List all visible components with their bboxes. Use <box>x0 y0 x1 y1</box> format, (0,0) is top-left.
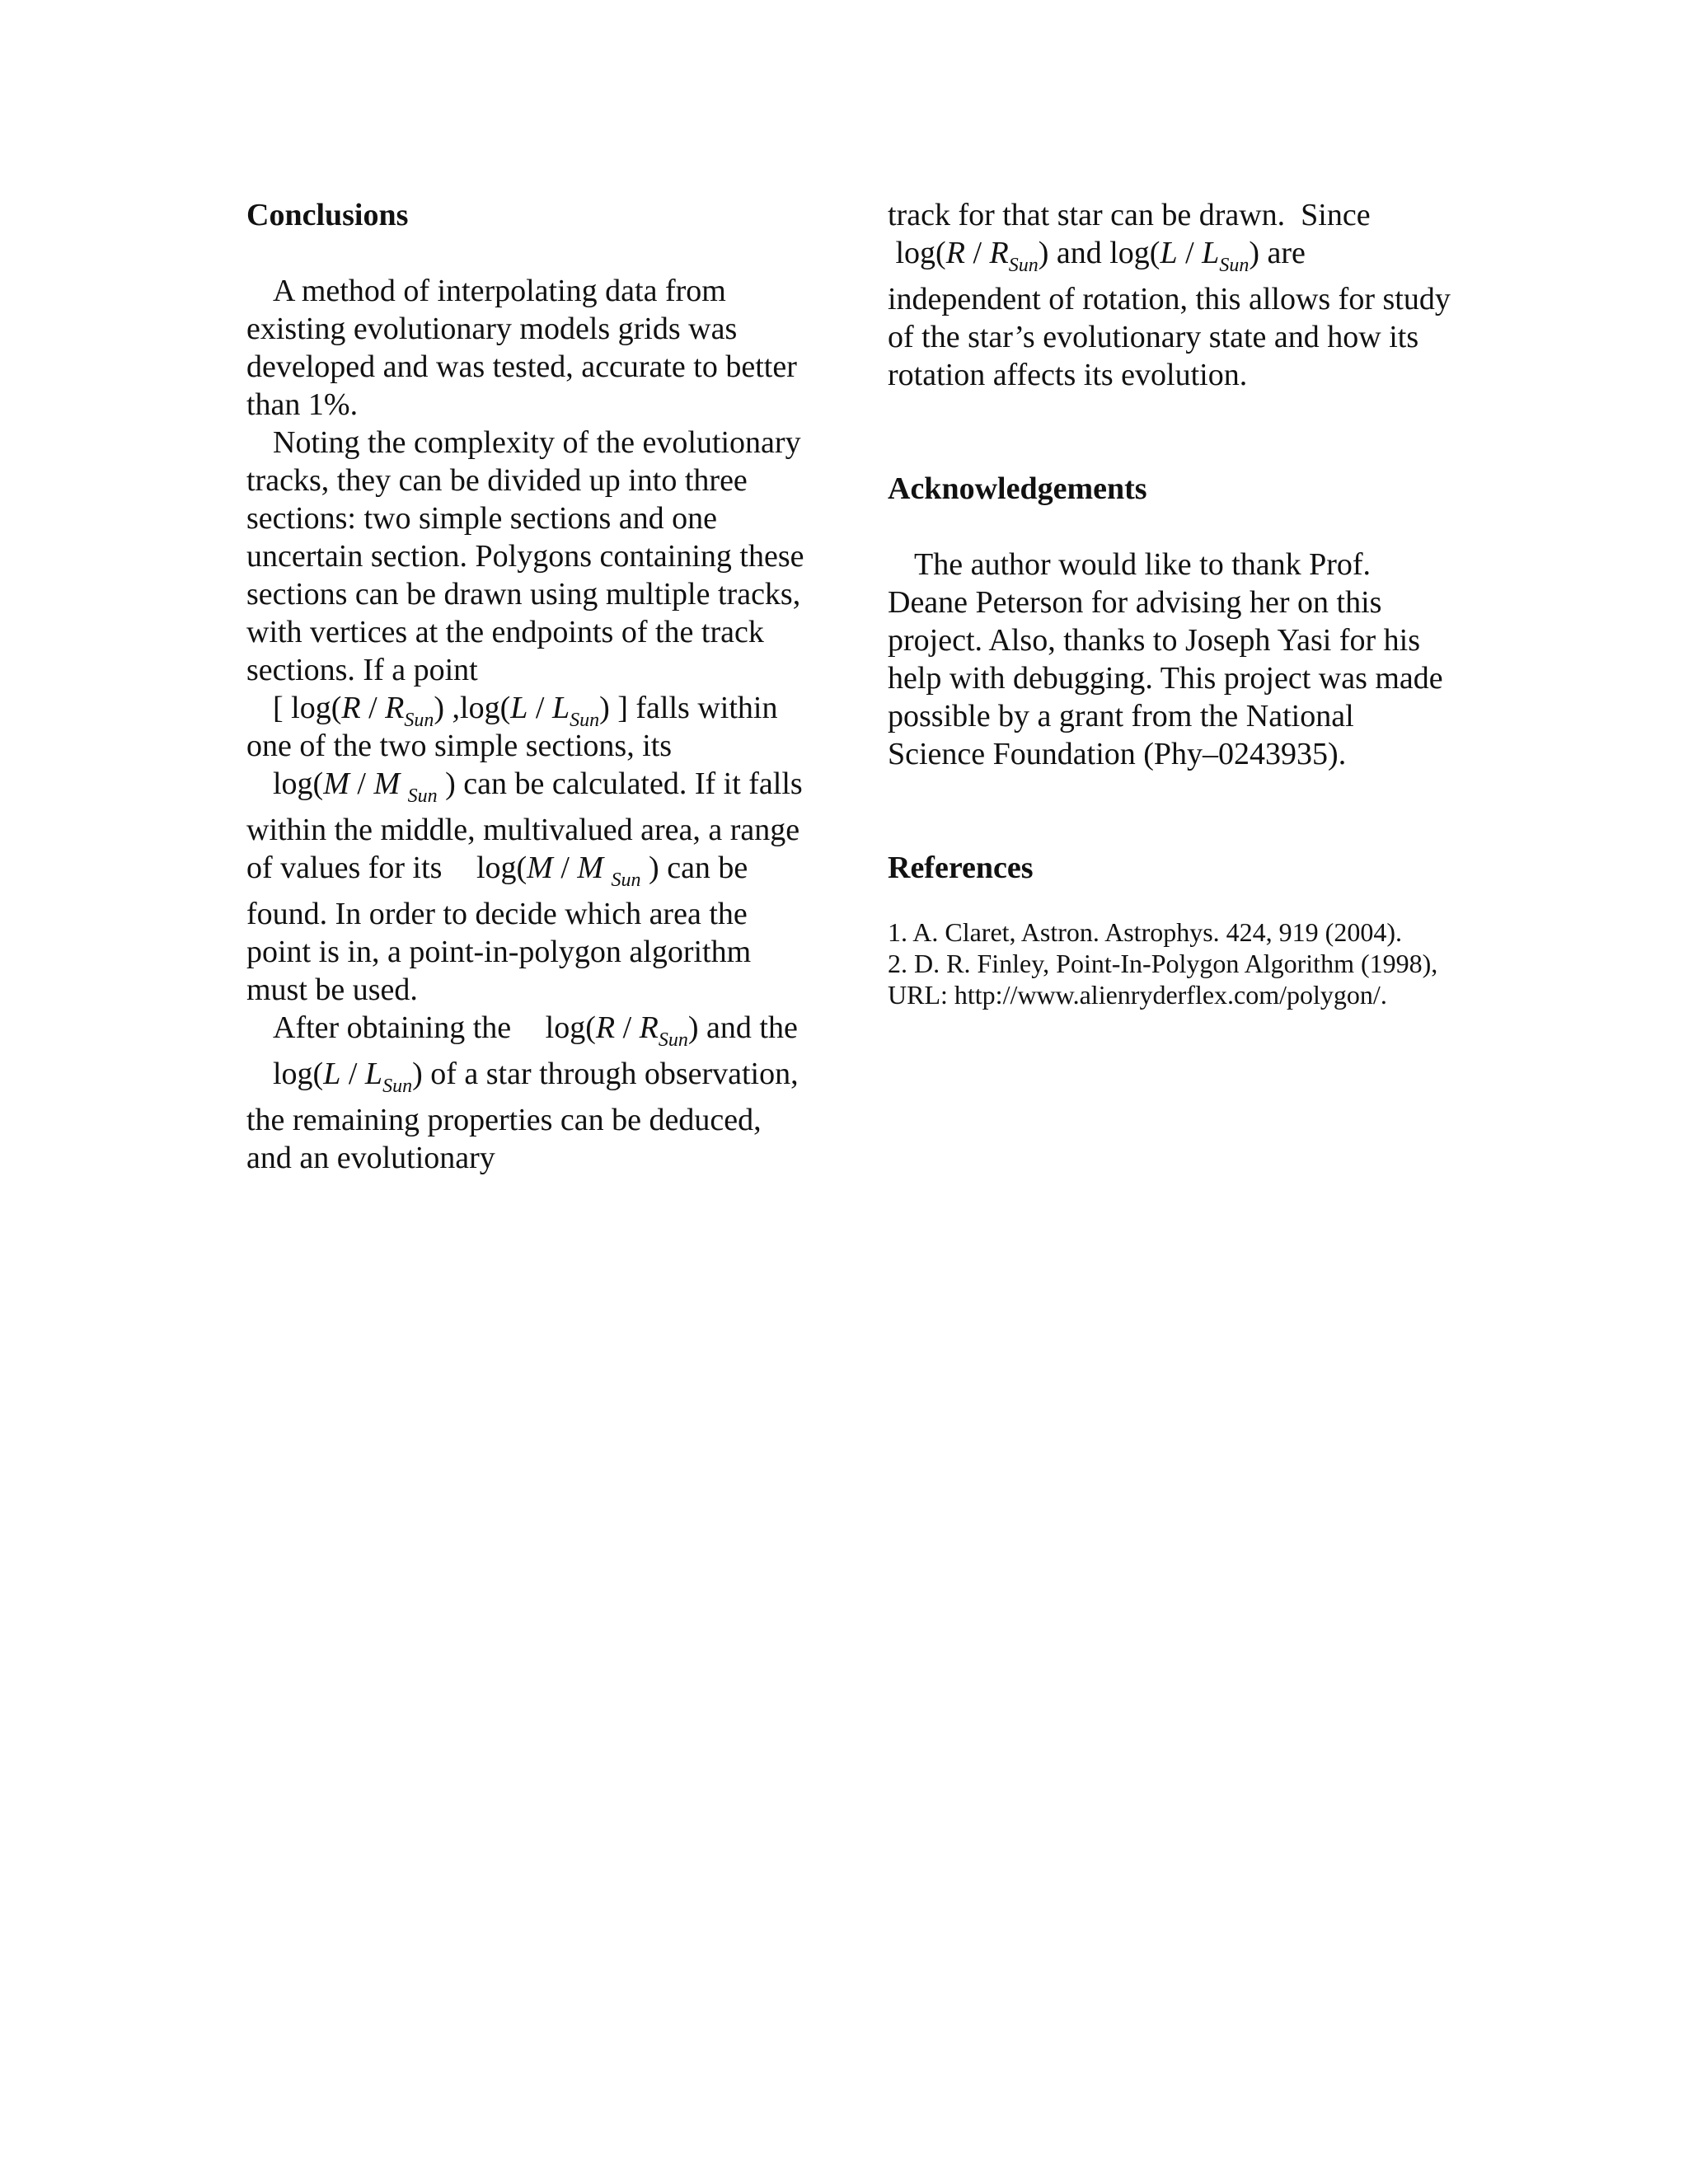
math-log: log( <box>895 236 946 270</box>
conclusions-p3-text-d: and <box>1048 236 1110 270</box>
math-close: ) <box>412 1057 423 1091</box>
math-slash: / <box>349 766 374 801</box>
math-var-m: M <box>323 766 349 801</box>
acknowledgements-heading: Acknowledgements <box>888 471 1147 506</box>
left-column <box>246 196 807 1177</box>
math-log-radius <box>519 1009 699 1055</box>
conclusions-p3-text-c-tail: track for that star can be drawn. Since <box>888 198 1371 232</box>
conclusions-p1-text: A method of interpolating data from existing evolutionary models grids was developed and was tested, accurate to better than 1%. <box>246 274 797 422</box>
reference-item-1: 1. A. Claret, Astron. Astrophys. 424, 919 (2004). <box>888 917 1402 947</box>
math-var-r: R <box>945 236 965 270</box>
conclusions-paragraph-2 <box>246 424 807 1009</box>
math-close: ) <box>1038 236 1049 270</box>
math-var-r: R <box>385 691 405 725</box>
spacer <box>246 234 807 272</box>
math-sub-sun: Sun <box>570 710 600 731</box>
math-bracket-close: ] <box>617 691 628 725</box>
math-close: ) <box>445 766 456 801</box>
math-log-radius <box>888 234 1048 280</box>
conclusions-p2-text-a: Noting the complexity of the evolutionary tracks, they can be divided up into three sections: two simple sections and one uncertain section. Polygons containing these sections can be drawn using multiple tracks, with vertices at the endpoints of the track sections. If a point <box>246 425 804 687</box>
math-var-l: L <box>1202 236 1220 270</box>
spacer <box>888 394 1456 470</box>
math-log: log( <box>1109 236 1160 270</box>
math-slash: / <box>528 691 552 725</box>
conclusions-heading: Conclusions <box>246 198 409 232</box>
conclusions-p2-text-d: can be found. In order to decide which area the point is in, a point-in-polygon algorithm must be used. <box>246 851 752 1007</box>
math-close: ) <box>599 691 610 725</box>
math-log: log( <box>273 766 324 801</box>
math-sub-sun: Sun <box>404 710 434 731</box>
math-var-l: L <box>510 691 528 725</box>
conclusions-p3-text-a: After obtaining the <box>273 1010 519 1045</box>
conclusions-p3-text-e: are independent of rotation, this allows for study of the star’s evolutionary state and how its rotation affects its evolution. <box>888 236 1451 392</box>
conclusions-p2-text-b: falls within one of the two simple sections, its <box>246 691 778 763</box>
math-close: ) <box>434 691 445 725</box>
math-slash: / <box>552 851 578 885</box>
math-var-l: L <box>323 1057 341 1091</box>
math-slash: / <box>615 1010 640 1045</box>
conclusions-paragraph-3-continued <box>888 196 1456 394</box>
math-var-r: R <box>595 1010 616 1045</box>
math-var-r: R <box>341 691 361 725</box>
math-var-m: M <box>373 766 401 801</box>
math-log-mass <box>450 849 659 895</box>
math-sub-sun: Sun <box>1219 255 1250 276</box>
math-sub-sun: Sun <box>1008 255 1039 276</box>
math-var-l: L <box>551 691 570 725</box>
math-point-rl <box>246 689 628 731</box>
math-log: log( <box>291 691 342 725</box>
conclusions-paragraph-1 <box>246 272 807 424</box>
math-sub-sun: Sun <box>407 785 438 807</box>
math-log-luminosity <box>1109 234 1259 280</box>
math-close: ) <box>1249 236 1259 270</box>
math-sub-sun: Sun <box>658 1029 688 1051</box>
spacer <box>888 887 1456 916</box>
math-log: log( <box>273 1057 324 1091</box>
math-slash: / <box>360 691 386 725</box>
spacer <box>888 508 1456 546</box>
math-close: ) <box>649 851 659 885</box>
math-var-r: R <box>989 236 1009 270</box>
math-log: log( <box>545 1010 596 1045</box>
math-log-luminosity <box>246 1055 423 1101</box>
math-slash: / <box>1177 236 1203 270</box>
math-bracket-open: [ <box>273 691 284 725</box>
math-var-r: R <box>639 1010 659 1045</box>
right-column <box>888 196 1456 1010</box>
math-sub-sun: Sun <box>382 1076 413 1097</box>
math-slash: / <box>340 1057 365 1091</box>
math-var-l: L <box>1160 236 1178 270</box>
math-comma: , <box>452 691 461 725</box>
conclusions-p3-text-c: of a star through observation, the remaining properties can be deduced, and an evolutionary <box>246 1057 799 1175</box>
math-var-l: L <box>364 1057 383 1091</box>
conclusions-paragraph-3 <box>246 1009 807 1177</box>
acknowledgements-paragraph: The author would like to thank Prof. Deane Peterson for advising her on this project. Also, thanks to Joseph Yasi for his help with debugging. This project was made possible by a grant from the National Science Foundation (Phy–0243935). <box>888 547 1443 771</box>
reference-item-2: 2. D. R. Finley, Point-In-Polygon Algorithm (1998), URL: http://www.alienryderflex.com/polygon/. <box>888 949 1438 1010</box>
math-log: log( <box>476 851 528 885</box>
conclusions-p3-text-b: and the <box>698 1010 798 1045</box>
references-heading: References <box>888 851 1034 885</box>
math-log-mass <box>246 765 456 811</box>
math-var-m: M <box>527 851 553 885</box>
math-sub-sun: Sun <box>611 869 641 891</box>
math-close: ) <box>687 1010 699 1045</box>
references-list <box>888 916 1456 1010</box>
conclusions-p2-text-c: can be calculated. If it falls within the middle, multivalued area, a range of values for its <box>246 766 803 885</box>
math-log: log( <box>460 691 511 725</box>
math-slash: / <box>964 236 990 270</box>
math-var-m: M <box>577 851 604 885</box>
spacer <box>888 773 1456 849</box>
